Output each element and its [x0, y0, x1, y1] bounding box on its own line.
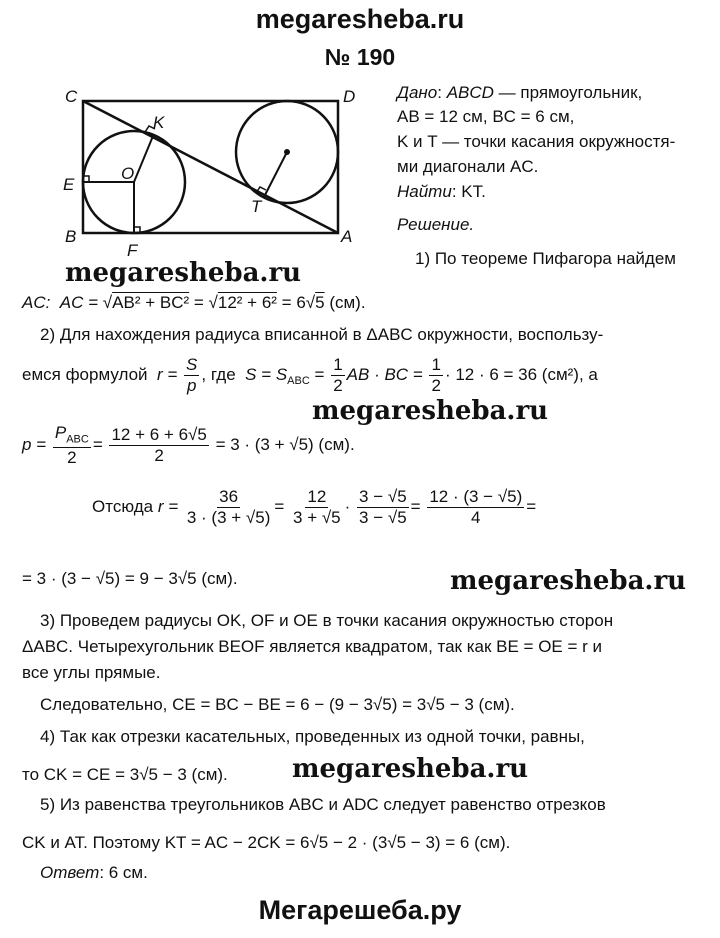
given-line-3: K и T — точки касания окружностя- [397, 132, 676, 151]
label-d: D [343, 87, 356, 106]
given-line-2: AB = 12 см, BC = 6 см, [397, 107, 575, 126]
step-2-line-a: 2) Для нахождения радиуса вписанной в ΔABC окружности, воспользу- [40, 325, 604, 344]
step-1-line-a: 1) По теореме Пифагора найдем [415, 249, 676, 268]
watermark-2: megaresheba.ru [312, 396, 549, 426]
step-3-line-a: 3) Проведем радиусы OK, OF и OE в точки касания окружностью сторон [40, 611, 614, 630]
given-line-1: Дано: ABCD — прямоугольник, [397, 83, 643, 102]
step-3-line-c: все углы прямые. [22, 663, 161, 682]
solution-label: Решение. [397, 215, 475, 234]
site-title: megaresheba.ru [255, 4, 465, 34]
find-line: Найти: KT. [397, 182, 486, 201]
label-f: F [127, 241, 138, 260]
step-3-line-d: Следовательно, CE = BC − BE = 6 − (9 − 3√5) = 3√5 − 3 (см). [40, 695, 515, 714]
step-4-line-b: то CK = CE = 3√5 − 3 (см). [22, 765, 228, 784]
step-1-line-b: AC: AC = √AB² + BC² = √12² + 6² = 6√5 (см). [22, 293, 366, 312]
step-5-line-a: 5) Из равенства треугольников ABC и ADC следует равенство отрезков [40, 795, 606, 814]
label-c: C [65, 87, 78, 106]
label-b: B [65, 227, 77, 246]
watermark-3: megaresheba.ru [450, 566, 687, 596]
radius-right [264, 152, 287, 197]
footer-site: Мегарешеба.ру [258, 895, 462, 925]
label-k: K [153, 113, 165, 132]
label-e: E [63, 175, 75, 194]
answer-line: Ответ: 6 см. [40, 863, 148, 882]
radius-ok [134, 136, 153, 182]
step-2-line-b: емся формулой r = $\frac{S}{p}$ , где $S = S_{ABC}$ = $\frac{1}{2}$ AB · BC = $\frac{1}{2}$ · 12 · 6 = 36 (см²), а [22, 355, 598, 395]
watermark-1: megaresheba.ru [65, 258, 302, 288]
center-right [284, 149, 290, 155]
label-a: A [341, 227, 353, 246]
geometry-figure [55, 80, 365, 260]
step-2-line-d: Отсюда r = $\frac{36}{3 \cdot (3 + √5)}$ = $\frac{12}{3 + √5}$ · $\frac{3 - √5}{3 - √5}$ = $\frac{12 \cdot (3 - √5)}{4}$ = [92, 487, 537, 527]
step-2-line-e: = 3 · (3 − √5) = 9 − 3√5 (см). [22, 569, 238, 588]
step-5-line-b: CK и AT. Поэтому KT = AC − 2CK = 6√5 − 2 · (3√5 − 3) = 6 (см). [22, 833, 511, 852]
label-o: O [121, 164, 135, 183]
problem-number: № 190 [324, 44, 396, 70]
step-3-line-b: ΔABC. Четырехугольник BEOF является квадратом, так как BE = OE = r и [22, 637, 603, 656]
given-line-4: ми диагонали AC. [397, 157, 539, 176]
label-t: T [251, 197, 262, 216]
step-2-line-c: p = $P_{ABC}$ 2 = $\frac{12 + 6 + 6√5}{2}$ = 3 · (3 + √5) (см). [22, 423, 355, 467]
step-4-line-a: 4) Так как отрезки касательных, проведенных из одной точки, равны, [40, 727, 585, 746]
watermark-4: megaresheba.ru [292, 754, 529, 784]
